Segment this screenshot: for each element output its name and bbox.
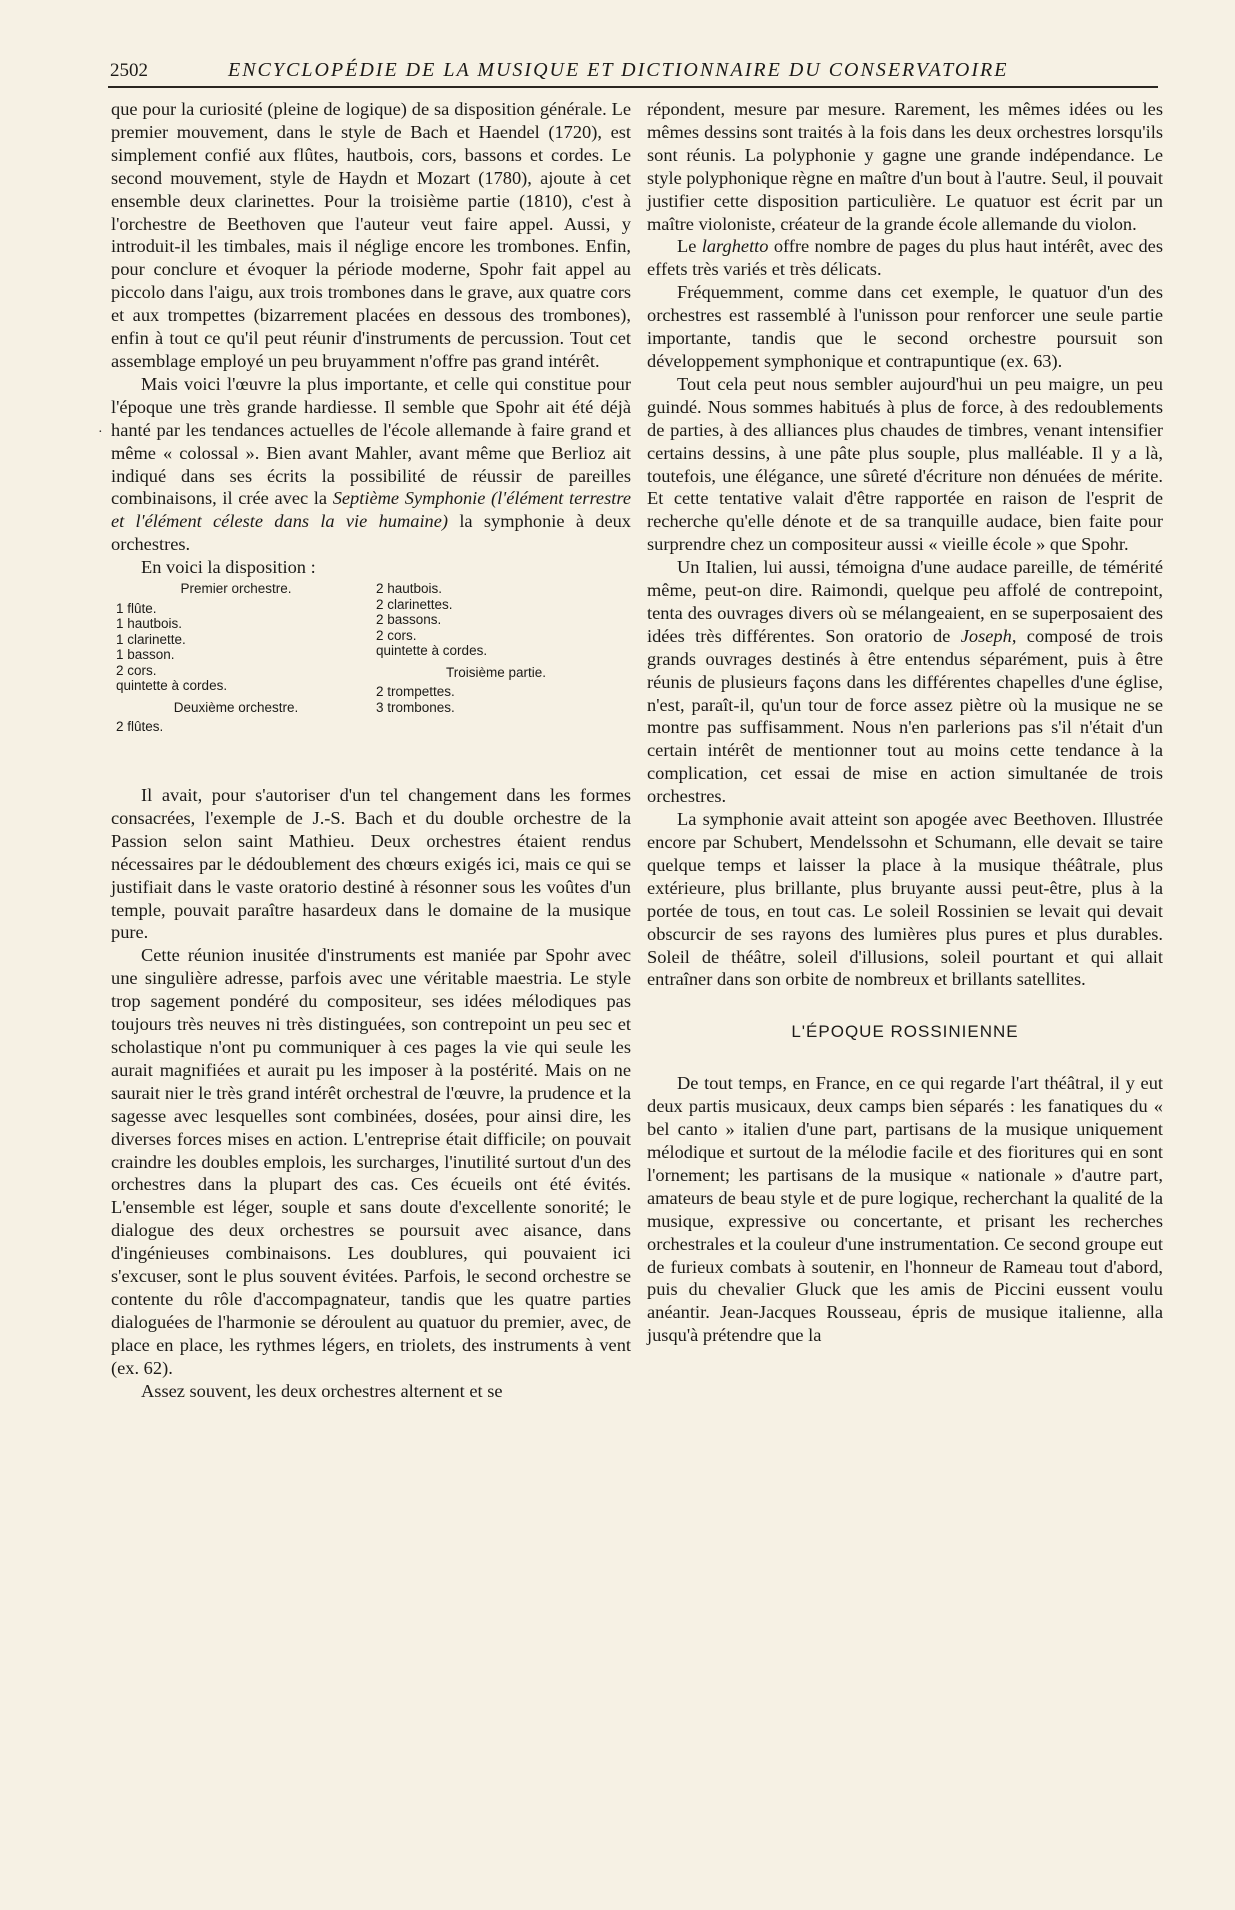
instrument-line: 2 bassons. xyxy=(376,612,442,628)
paragraph: répondent, mesure par mesure. Rarement, les mêmes idées ou les mêmes dessins sont traités à la fois dans les deux orchestres lorsqu'ils sont réunis. La polyphonie y gagne une grande indépendance. Le style polyphonique règne en maître d'un bout à l'autre. Seul, il pouvait justifier cette disposition particulière. Le quatuor est écrit par un maître violoniste, créateur de la grande école allemande du violon. xyxy=(647,99,1163,234)
instrument-line: quintette à cordes. xyxy=(116,678,228,694)
paragraph: Assez souvent, les deux orchestres alternent et se xyxy=(141,1380,503,1401)
work-title: Joseph xyxy=(960,625,1012,646)
paragraph-text: offre nombre de pages du plus haut intérêt, avec des effets très variés et très délicats. xyxy=(647,236,1163,280)
paragraph: Fréquemment, comme dans cet exemple, le quatuor d'un des orchestres est rassemblé à l'unisson pour renforcer une seule partie importante, tandis que le second orchestre poursuit son développement symphonique et contrapuntique (ex. 63). xyxy=(647,282,1163,371)
paragraph xyxy=(647,235,1163,281)
paragraph: En voici la disposition : xyxy=(141,557,316,578)
instrument-line: 1 clarinette. xyxy=(116,631,186,647)
movement-name: larghetto xyxy=(701,236,769,257)
instrument-line: 2 flûtes. xyxy=(116,719,164,735)
paragraph-text: Mais voici l'œuvre la plus importante, et celle qui constitue pour l'époque une très grande hardiesse. Il semble que Spohr ait été déjà hanté par les tendances actuelles de l'école allemande à faire grand et même « colossal ». Bien avant Mahler, avant même que Berlioz ait indiqué dans ses écrits la possibilité de réussir de pareilles combinaisons, il crée avec la xyxy=(111,373,631,509)
instrument-line: 2 cors. xyxy=(376,627,417,643)
instrument-line: 1 basson. xyxy=(116,647,175,663)
paragraph-text: , composé de trois grands ouvrages destinés à être entendus séparément, puis à être réunis de plusieurs façons dans les différentes chapelles d'une église, n'est, paraît-il, qu'un tour de force assez piètre où la musique ne se montre pas suffisamment. Nous n'en parlerions pas s'il n'était d'un certain intérêt de mentionner tout au moins cette tendance à la complication, cet essai de mise en action simultanée de trois orchestres. xyxy=(647,625,1163,807)
second-orchestra-heading: Deuxième orchestre. xyxy=(173,699,299,715)
paragraph: Il avait, pour s'autoriser d'un tel changement dans les formes consacrées, l'exemple de J.-S. Bach et du double orchestre de la Passion selon saint Mathieu. Deux orchestres étaient rendus nécessaires par le dédoublement des chœurs exigés ici, mais ce qui se justifiait dans le vaste oratorio destiné à résonner sous les voûtes d'un temple, pouvait paraître hasardeux dans le domaine de la musique pure. xyxy=(111,785,631,943)
paragraph: que pour la curiosité (pleine de logique) de sa disposition générale. Le premier mouvement, dans le style de Bach et Haendel (1720), est simplement confié aux flûtes, hautbois, cors, bassons et cordes. Le second mouvement, style de Haydn et Mozart (1780), ajoute à cet ensemble deux clarinettes. Pour la troisième partie (1810), c'est à l'orchestre de Beethoven que l'auteur veut faire appel. Aussi, y introduit-il les timbales, mais il néglige encore les trombones. Enfin, pour conclure et évoquer la période moderne, Spohr fait appel au piccolo dans l'aigu, aux trois trombones dans le grave, aux quatre cors et aux trompettes (bizarrement placées en dessous des trombones), enfin à tout ce qu'il peut réunir d'instruments de percussion. Tout cet assemblage employé un peu bruyamment n'offre pas grand intérêt. xyxy=(111,99,631,371)
third-part-heading: Troisième partie. xyxy=(445,664,547,680)
instrument-line: 2 cors. xyxy=(116,662,157,678)
section-heading: L'ÉPOQUE ROSSINIENNE xyxy=(791,1022,1019,1042)
margin-mark: · xyxy=(98,425,103,440)
paragraph: Cette réunion inusitée d'instruments est maniée par Spohr avec une singulière adresse, parfois avec une véritable maestria. Le style trop sagement pondéré du compositeur, ses idées mélodiques pas toujours très neuves ni très distinguées, son contrepoint un peu sec et scholastique n'ont pu communiquer à ces pages la vie qui seule les aurait magnifiées et aurait pu les imposer à la postérité. Mais on ne saurait nier le très grand intérêt orchestral de l'œuvre, la prudence et la sagesse avec lesquelles sont combinées, dosées, pour ainsi dire, les diverses forces mises en action. L'entreprise était difficile; on pouvait craindre les doubles emplois, les surcharges, l'inutilité surtout d'un des orchestres dans la plupart des cas. Ces écueils ont été évités. L'ensemble est léger, souple et sans doute d'excellente sonorité; le dialogue des deux orchestres se poursuit avec aisance, dans d'ingénieuses combinaisons. Les doublures, qui pouvaient ici s'excuser, sont le plus souvent évitées. Parfois, le second orchestre se contente du rôle d'accompagnateur, tandis que les quatre parties dialoguées de l'harmonie se déroulent au quatuor du premier, avec, de place en place, les rythmes légers, en triolets, des instruments à vent (ex. 62). xyxy=(111,945,631,1378)
instrument-line: 2 hautbois. xyxy=(376,581,443,597)
paragraph: De tout temps, en France, en ce qui regarde l'art théâtral, il y eut deux partis musicaux, deux camps bien séparés : les fanatiques du « bel canto » italien d'une part, partisans de la musique uniquement mélodique et surtout de la mélodie facile et des fioritures qui en sont l'ornement; les partisans de la musique « nationale » d'autre part, amateurs de beau style et de pure logique, recherchant la qualité de la musique, expressive ou concertante, et prisant les recherches orchestrales et la couleur d'une instrumentation. Ce second groupe eut de furieux combats à soutenir, en l'honneur de Rameau tout d'abord, puis du chevalier Gluck que les amis de Piccini eussent voulu anéantir. Jean-Jacques Rousseau, épris de musique italienne, alla jusqu'à prétendre que la xyxy=(647,1073,1163,1346)
instrument-line: 3 trombones. xyxy=(376,699,455,715)
paragraph xyxy=(111,373,631,556)
instrument-line: 1 hautbois. xyxy=(116,616,183,632)
right-column xyxy=(647,98,1163,1347)
work-title: Septième Symphonie (l'élément terrestre et l'élément céleste dans la vie humaine) xyxy=(111,488,631,532)
paragraph: Tout cela peut nous sembler aujourd'hui un peu maigre, un peu guindé. Nous sommes habitués à plus de force, à des redoublements de parties, à des alliances plus chaudes de timbres, venant intensifier certains dessins, à une pâte plus souple, plus malléable. Il y a là, toutefois, une élégance, une sûreté d'écriture non dénuées de mérite. Et cette tentative valait d'être rapportée en raison de l'esprit de recherche qu'elle dénote et de sa tranquille audace, bien faite pour surprendre chez un compositeur aussi « vieille école » que Spohr. xyxy=(647,373,1163,555)
disposition-left xyxy=(116,581,356,735)
running-title: ENCYCLOPÉDIE DE LA MUSIQUE ET DICTIONNAIRE DU CONSERVATOIRE xyxy=(228,59,1009,81)
paragraph xyxy=(647,556,1163,808)
page-number: 2502 xyxy=(110,60,148,81)
instrument-line: quintette à cordes. xyxy=(376,643,488,659)
page-header xyxy=(108,56,1158,88)
paragraph: La symphonie avait atteint son apogée avec Beethoven. Illustrée encore par Schubert, Mendelssohn et Schumann, elle devait se taire quelque temps et laisser la place à la musique théâtrale, plus extérieure, plus brillante, plus bruyante aussi peut-être, plus à la portée de tous, en tout cas. Le soleil Rossinien se levait qui devait obscurcir de ses rayons des lumières plus pures et plus durables. Soleil de théâtre, soleil d'illusions, soleil pourtant et qui allait entraîner dans son orbite de nombreux et brillants satellites. xyxy=(647,809,1163,990)
orchestra-disposition xyxy=(111,581,631,776)
paragraph-text: Un Italien, lui aussi, témoigna d'une audace pareille, de témérité même, peut-on dire. Raimondi, quelque peu affolé de contrepoint, tenta des ouvrages divers où se mélangeaient, en se superposaient des idées très différentes. Son oratorio de xyxy=(647,557,1163,646)
disposition-right xyxy=(376,581,616,715)
paragraph-text: la symphonie à deux orchestres. xyxy=(111,511,631,555)
first-orchestra-heading: Premier orchestre. xyxy=(180,581,292,597)
instrument-line: 2 trompettes. xyxy=(376,684,455,700)
instrument-line: 1 flûte. xyxy=(116,600,157,616)
left-column xyxy=(111,98,631,1403)
instrument-line: 2 clarinettes. xyxy=(376,596,453,612)
paragraph-text: Le xyxy=(677,236,697,257)
